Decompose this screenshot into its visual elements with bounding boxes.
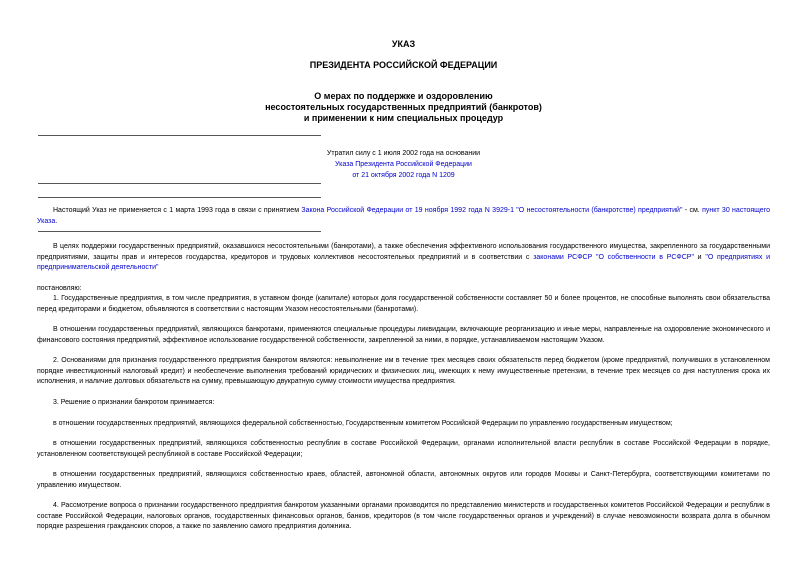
intro-paragraph <box>37 242 770 274</box>
repeal-decree-link[interactable]: Указа Президента Российской Федерации <box>335 161 472 168</box>
note-text: Настоящий Указ не применяется с 1 марта 1993 года в связи с принятием <box>53 207 300 214</box>
doc-title-line-1: О мерах по поддержке и оздоровлению <box>314 91 493 101</box>
status-text: Утратил силу с 1 июля 2002 года на основании <box>326 150 481 157</box>
applicability-note <box>37 206 770 227</box>
note-text: . <box>55 217 58 225</box>
paragraph-1: 1. Государственные предприятия, в том числе предприятия, в уставном фонде (капитале) которых доля государственной собственности составляет 50 и более процентов, не способные выполнять свои обязательства перед кредиторами и бюджетом, объявляются в соответствии с настоящим Указом несостоятельными (банкротами). <box>37 295 770 313</box>
clause-30-link[interactable]: пункт 30 настоящего Указа <box>37 207 770 225</box>
paragraph-2: 2. Основаниями для признания государственного предприятия банкротом являются: невыполнение им в течение трех месяцев своих обязательств перед бюджетом (кроме предприятий, получивших в установленном порядке инвестиционный налоговый кредит) и необеспечение выполнения требований юридических и физических лиц, имеющих к нему имущественные претензии, в течение трех месяцев со дня наступления срока их исполнения, и наличие долговых обязательств на сумму, превышающую двукратную сумму стоимости имущества предприятия. <box>37 357 770 385</box>
issuer-heading: ПРЕЗИДЕНТА РОССИЙСКОЙ ФЕДЕРАЦИИ <box>309 60 498 70</box>
bankruptcy-law-link[interactable]: Закона Российской Федерации от 19 ноября 1992 года N 3929-1 "О несостоятельности (банкротстве) предприятий" <box>301 207 683 214</box>
doc-title-line-2: несостоятельных государственных предприятий (банкротов) <box>265 102 542 112</box>
intro-text: В целях поддержки государственных предприятий, оказавшихся несостоятельными (банкротами), а также обеспечения эффективного использования государственного имущества, закрепленного за государственными предприятиями, защиты прав и интересов государства, кредиторов и трудовых коллективов несостоятельных предприятий и в соответствии с <box>37 243 770 261</box>
repeal-decree-date-link[interactable]: от 21 октября 2002 года N 1209 <box>352 172 455 179</box>
paragraph-3-republics: в отношении государственных предприятий, являющихся собственностью республик в составе Российской Федерации, органами исполнительной власти республик в составе Российской Федерации в порядке, установленном соответствующей республикой в составе Российской Федерации; <box>37 440 770 458</box>
property-law-link[interactable]: законами РСФСР "О собственности в РСФСР" <box>533 253 694 261</box>
paragraph-1-continued: В отношении государственных предприятий, являющихся банкротами, применяются специальные процедуры ликвидации, включающие реорганизацию и иные меры, направленные на оздоровление экономического и финансового состояния предприятий, эффективное использование государственной собственности, закрепленной за ними, в порядке, устанавливаемом настоящим Указом. <box>37 326 770 344</box>
note-text: - см. <box>682 207 700 214</box>
doc-type-heading: УКАЗ <box>391 39 416 49</box>
doc-title-line-3: и применении к ним специальных процедур <box>303 113 504 123</box>
separator-rule <box>38 183 321 184</box>
paragraph-3-federal: в отношении государственных предприятий, являющихся федеральной собственностью, Государственным комитетом Российской Федерации по управлению государственным имуществом; <box>53 420 673 427</box>
enterprises-law-link[interactable]: "О предприятиях и предпринимательской деятельности" <box>37 253 770 271</box>
separator-rule <box>38 197 321 198</box>
paragraph-4: 4. Рассмотрение вопроса о признании государственного предприятия банкротом указанными органами производится по представлению министерств и государственных комитетов Российской Федерации и республик в составе Российской Федерации, налоговых органов, государственных финансовых органов, банков, кредиторов (в том числе государственных органов и учреждений) в случае невозможности возврата долга в обычном порядке разрешения гражданских споров, а также по заявлению самого предприятия должника. <box>37 502 770 530</box>
intro-text: и <box>693 253 706 261</box>
decree-word: постановляю: <box>37 285 82 292</box>
separator-rule <box>38 135 321 136</box>
paragraph-3-regions: в отношении государственных предприятий, являющихся собственностью краев, областей, автономной области, автономных округов или городов Москвы и Санкт-Петербурга, соответствующими комитетами по управлению имуществом. <box>37 471 770 489</box>
separator-rule <box>38 231 321 232</box>
status-note <box>0 148 807 181</box>
paragraph-3: 3. Решение о признании банкротом принимается: <box>53 399 215 406</box>
